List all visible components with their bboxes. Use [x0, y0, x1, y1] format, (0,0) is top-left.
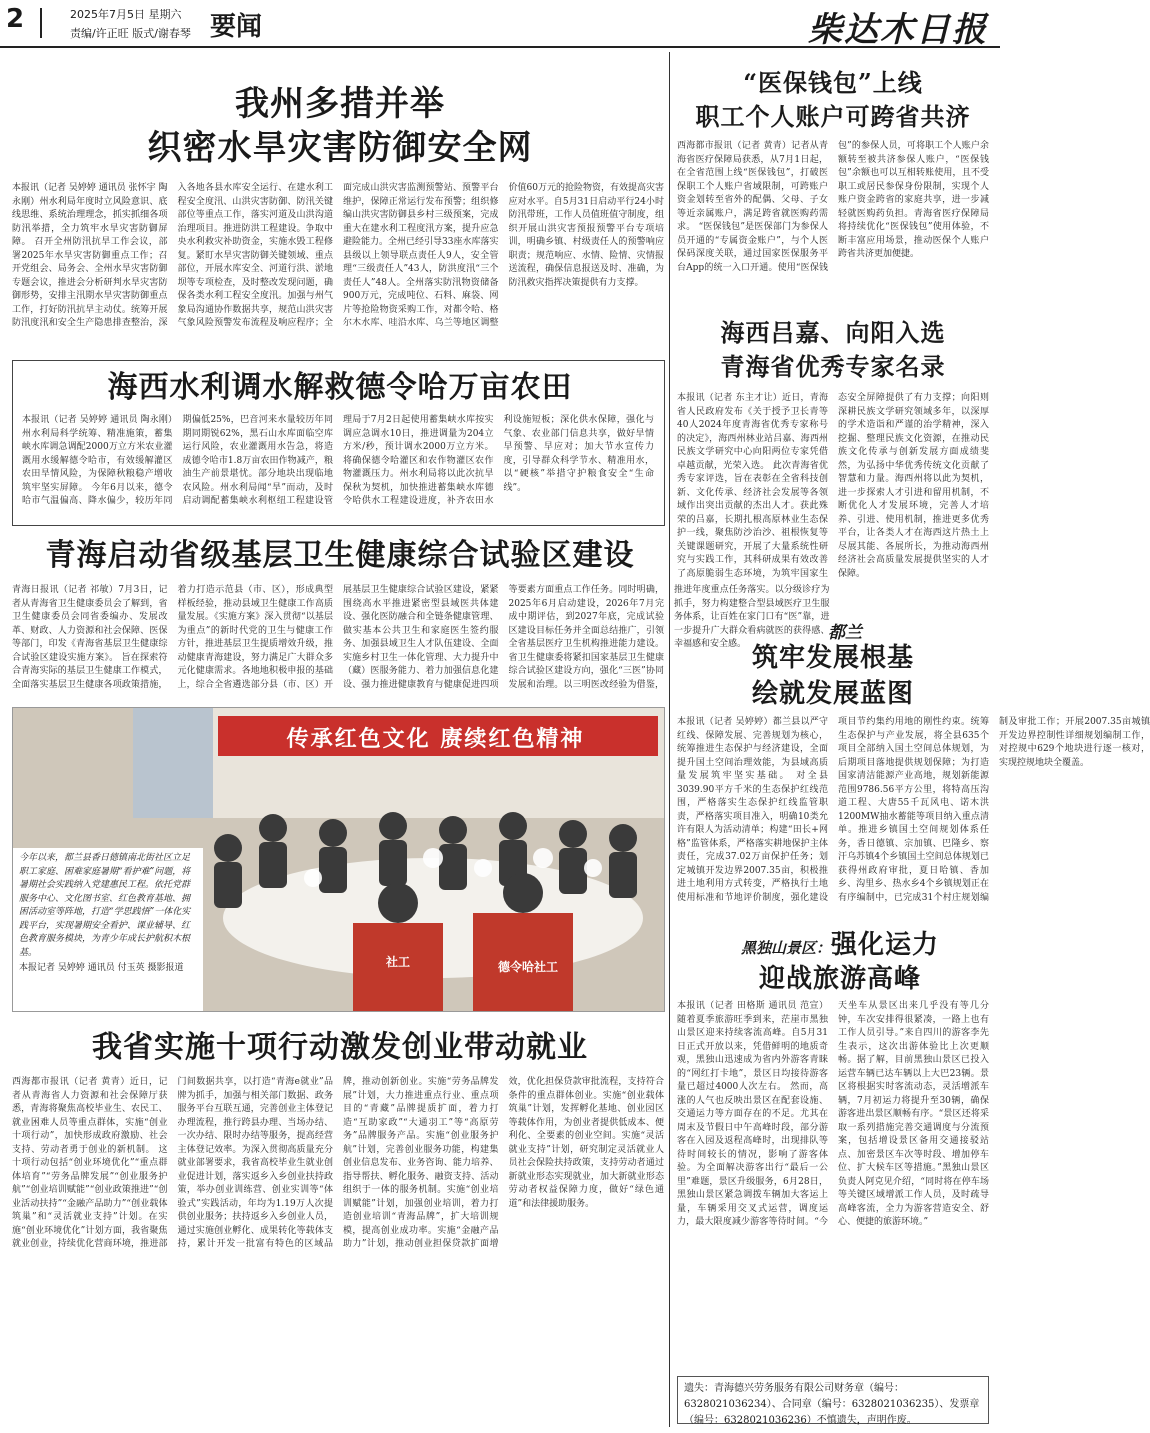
- page-number: 2: [6, 4, 25, 34]
- right3-tag: 都兰: [828, 623, 862, 643]
- right2-body: [677, 392, 989, 606]
- article4-title: 我省实施十项行动激发创业带动就业: [92, 1030, 588, 1065]
- right3-body: [677, 716, 1150, 916]
- right1-title-line2: 职工个人账户可跨省共济: [695, 102, 971, 131]
- issue-date: 2025年7月5日 星期六: [70, 8, 182, 21]
- news-photo: [12, 707, 665, 1012]
- article4-byline: 西海都市报讯（记者 黄青）近日，记者从青海省人力资源和社会保障厅获悉，青海将聚焦高校毕业生、农民工、就业困难人员等重点群体，实施“创业十项行动”，加快形成政府激励、社会支持、劳动者勇于创业的新机制。: [12, 1077, 168, 1155]
- right1-title-line1: “医保钱包”上线: [743, 68, 923, 97]
- article2-byline: 本报讯（记者 吴婷婷 通讯员 陶永刚）州水利局科学统筹、精准施策，蓄集峡水库调急调配2000万立方米农业灌溉用水缓解德令哈市，有效缓解灌区农田旱情风险，为保障秋粮稳产增收筑牢坚实屏障。: [22, 415, 173, 493]
- article1-title: [20, 82, 660, 170]
- right4-text: 然而，高涨的人气也反映出景区在配套设施、交通运力等方面存在的不足。尤其在周末及节假日中午高峰时段，部分游客在入园及返程高峰时，出现排队等待时间较长的情况，影响了游客体验。为全面解决游客出行“最后一公里”难题，景区升级服务，6月28日，黑独山景区紧急调拨车辆加大客运上量，车辆采用交叉式运营，调度运力，最大限度减少游客等待时间。“今天坐车从景区出来几乎没有等几分钟，车次安排得很紧凑，一路上也有工作人员引导。”来自四川的游客李先生表示，这次出游体验比上次更顺畅。据了解，目前黑独山景区已投入运营车辆已达车辆以上大巴23辆。景区将根据实时客流动态，灵活增派车辆，7月初运力将提升至30辆，确保游客进出景区顺畅有序。“景区还将采取一系列措施完善交通调度与分流预案，包括增设景区备用交通接驳站点、加密景区车次等时段、增加停车位、扩大候车区等措施。”黑独山景区负责人阿克见介绍，“同时将在停车场等关键区域增派工作人员，及时疏导高峰客流，全力为游客营造安全、舒心、便捷的旅游环境。”: [677, 1001, 989, 1227]
- right2-title: [676, 316, 990, 384]
- right4-title-line2: 迎战旅游高峰: [758, 964, 921, 994]
- lost-notice: [677, 1376, 989, 1424]
- article1-title-line2: 织密水旱灾害防御安全网: [147, 128, 533, 168]
- right2-text: 此次青海省优秀专家评选，旨在表彰在全省科技创新、文化传承、经济社会发展等各领域作出突出贡献的杰出人才。获此殊荣的吕嘉，长期扎根高原林业生态保护一线，聚焦防沙治沙、祖根恢复等关键课题研究，开展了大量系统性研究与实践工作，其科研成果有效改善了高原脆弱生态环境，为筑牢国家生态安全屏障提供了有力支撑；向阳则深耕民族文学研究领域多年，以深厚的学术造诣和严谨的治学精神，深入挖掘、整理民族文化资源，在推动民族文化传承与创新发展方面成绩斐然，为弘扬中华优秀传统文化贡献了智慧和力量。海西州将以此为契机，进一步探索人才引进和留用机制，不断优化人才发展环境，完善人才培养、引进、使用机制，推进更多优秀平台，让各类人才在海西这片热土上尽展其能、各展所长，为推动海西州经济社会高质量发展提供坚实的人才保障。: [677, 393, 989, 579]
- vest-badge-1: 社工: [385, 955, 410, 969]
- article4-text: 这十项行动包括“创业环境优化”“重点群体培育”“劳务品牌发展”“创业服务护航”“创业培训赋能”“创业政策推进”“创业活动扶持”“金融产品助力”“创业载体筑巢”和“灵活就业支持”计划。在实施“创业环境优化”计划方面，我省聚焦就业创业，持续优化营商环境，推进部门间数据共享，以打造“青海e就业”品牌为抓手，加强与相关部门数据、政务服务平台互联互通，完善创业主体登记办理流程，推行跨县办理、当场办结、一次办结、限时办结等服务，提高经营主体登记效率。为深入贯彻高质量充分就业部署要求，我省高校毕业生就业创业促进计划，落实返乡入乡创业扶持政策，举办创业训练营、创业实训等“体验式”实践活动，年均为1.19万人次提供创业服务；扶持返乡入乡创业人员，通过实施创业孵化、成果转化等载体支持，累计开发一批富有特色的区域品牌，推动创新创业。实施“劳务品牌发展”计划，大力推进重点行业、重点项目的“青藏”品牌提质扩面，着力打造“互助家政”“大通羽工”等“高原劳务”品牌服务产品。实施“创业服务护航”计划，完善创业服务功能，构建集创业信息发布、业务咨询、能力培养、指导帮扶、孵化服务、融资支持、活动组织于一体的服务机制。实施“创业培训赋能”计划，加强创业培训，着力打造创业培训“青海品牌”，扩大培训规模，提高创业成功率。实施“金融产品助力”计划，推动创业担保贷款扩面增效，优化担保贷款审批流程，支持符合条件的重点群体创业。实施“创业载体筑巢”计划，发挥孵化基地、创业园区等载体作用，为创业者提供低成本、便利化、全要素的创业空间。实施“灵活就业支持”计划，研究制定灵活就业人员社会保险扶持政策，支持劳动者通过新就业形态实现就业，加大新就业形态劳动者权益保障力度，做好“绿色通道”和法律援助服务。: [12, 1077, 664, 1249]
- article2-body: [22, 414, 654, 518]
- right3-text: 对全县3039.90平方千米的生态保护红线范围，严格落实生态保护红线监管职责，严格落实项目准入，明确10类允许有限人为活动清单；构建“田长+网格”监管体系，严格落实耕地保护主体责任，完成37.02万亩保护任务；划定城镇开发边界2007.35亩，积极推进土地利用方式转变，严格执行土地使用标准和节地评价制度，强化建设项目节约集约用地的刚性约束。统筹生态保护与产业发展，将全县635个项目全部纳入国土空间总体规划，为后期项目落地提供规划保障；为打造国家清洁能源产业高地，规划新能源范围9786.56平方公里，将特高压沟道工程、大唐55千瓦风电、诺木洪1200MW抽水蓄能等项目纳入重点清单。推进乡镇国土空间规划体系任务，香日德镇、宗加镇、巴隆乡、察汗乌苏镇4个乡镇国土空间总体规划已获得州政府审批，夏日哈镇、香加乡、沟里乡、热水乡4个乡镇规划正在有序编制中，已完成31个村庄规划编制及审批工作；开展2007.35亩城镇开发边界控制性详细规划编制工作，对控规中629个地块进行逐一核对，实现控规地块全覆盖。: [677, 717, 1150, 903]
- right4-byline: 本报讯（记者 田格斯 通讯员 范宣）随着夏季旅游旺季到来，茫崖市黑独山景区迎来持续客流高峰。自5月31日正式开放以来，凭借鲜明的地质奇观，黑独山迅速成为省内外游客青睐的“网红打卡地”，景区日均接待游客量已超过4000人次左右。: [677, 1001, 828, 1092]
- right4-body: [677, 1000, 989, 1366]
- article3-text: 旨在探索符合青海实际的基层卫生健康工作模式，全面落实基层卫生健康各项政策措施，着力打造示范县（市、区），形成典型样板经验，推动县域卫生健康工作高质量发展。《实施方案》深入贯彻“以基层为重点”的新时代党的卫生与健康工作方针，推进基层卫生提质增效升级，推动健康青海建设，努力满足广大群众多元化健康需求。各地地积极申报的基础上，综合全省遴选部分县（市、区）开展基层卫生健康综合试验区建设，紧紧围绕高水平推进紧密型县域医共体建设、强化医防融合和全链条健康管理、做实基本公共卫生和家庭医生签约服务、加强县域卫生人才队伍建设、全面实施乡村卫生一体化管理、大力提升中（藏）医服务能力、着力加强信息化建设、强力推进健康教育与健康促进四项等要素方面重点工作任务。同时明确，2025年6月启动建设，2026年7月完成中期评估，到2027年底，完成试验区建设目标任务并全面总结推广，引领全省基层医疗卫生机构推进能力建设。省卫生健康委将紧扣国家基层卫生健康综合试验区建设方向，强化“三医”协同发展和治理。以三明医改经验为借鉴，推进年度重点任务落实。以分级诊疗为抓手，努力构建整合型县域医疗卫生服务体系，让百姓在家门口有“医”靠，进一步提升广大群众看病就医的获得感、幸福感和安全感。: [12, 585, 830, 690]
- right2-title-line1: 海西吕嘉、向阳入选: [720, 318, 946, 347]
- header-divider: [40, 8, 42, 38]
- article3-byline: 青海日报讯（记者 祁敏）7月3日，记者从青海省卫生健康委员会了解到，省卫生健康委员会同省委编办、发展改革、财政、人力资源和社会保障、医保等部门，印发《青海省基层卫生健康综合试验区建设实施方案》。: [12, 585, 168, 663]
- right3-byline: 本报讯（记者 吴婷婷）都兰县以严守红线、保障发展、完善规划为核心，统筹推进生态保护与经济建设，全面提升国土空间治理效能，为县域高质量发展筑牢坚实基础。: [677, 717, 828, 781]
- right3-title-line2: 绘就发展蓝图: [751, 679, 914, 709]
- right4-title-line1: 强化运力: [831, 930, 940, 960]
- right2-title-line2: 青海省优秀专家名录: [720, 352, 946, 381]
- article1-text: 召开全州防汛抗旱工作会议，部署2025年水旱灾害防御重点工作；召开党组会、局务会、全州水旱灾害防御专题会议，推进会分析研判水旱灾害防御形势，安排主汛期水旱灾害防御重点工作，打好防汛抗旱主动仗。统筹开展防汛度汛和安全生产隐患排查整治，深入各地各县水库安全运行、在建水利工程安全度汛、山洪灾害防御、防汛关键部位等重点工作，落实河道及山洪沟道治理项目。推进防洪工程建设。争取中央水利救灾补助资金，实施水毁工程修复。紧盯水旱灾害防御关键领域、重点部位，开展水库安全、河道行洪、淤地坝等专项检查，及时整改发现问题，确保各类水利工程安全度汛。加强与州气象局沟通协作数据共享，规范山洪灾害气象风险预警发布流程及响应程序；全面完成山洪灾害监测预警站、预警平台维护，保障正常运行发布预警；组织修编山洪灾害防御县乡村三级预案，完成重大在建水利工程度汛方案，提升应急避险能力。全州已经引导33座水库落实县级以上领导联点责任人9人，安全管理“三级责任人”43人，防洪度汛“三个责任人”48人。全州落实防汛物资储备900万元，完成吨位、石料、麻袋、网片等抢险物资采购工作，对都令哈、格尔木水库、哇沿水库、乌兰等地区调整价值60万元的抢险物资，有效提高灾害应对水平。自5月31日启动平行24小时防汛带班，工作人员值班值守制度，组织开展山洪灾害预报预警平台专项培训，明确乡镇、村级责任人的预警响应职责；规范响应、水情、险情、灾情报送流程，确保信息报送及时、准确，为防汛救灾指挥决策提供有力支撑。: [12, 183, 664, 328]
- right1-byline: 西海都市报讯（记者 黄青）记者从青海省医疗保障局获悉，从7月1日起，在全省范围上线“医保钱包”，打破医保职工个人账户省域限制，可跨账户资金划转至省外的配偶、父母、子女等近亲属账户，满足跨省就医购药需求。: [677, 141, 828, 232]
- right1-text: “医保钱包”是医保部门为参保人员开通的“专属资金账户”，与个人医保码深度关联，通过国家医保服务平台App的统一入口开通。使用“医保钱包”的参保人员，可将职工个人账户余额转至被共济参保人账户，“医保钱包”余额也可以互相转账使用，且不受职工或居民参保身份限制，实现个人账户资金跨省的家庭共享，进一步减轻就医购药负担。青海省医疗保障局将持续优化“医保钱包”使用体验，不断丰富应用场景，推动医保个人账户跨省共济更加便捷。: [677, 141, 989, 273]
- lost-notice-text: 遗失：青海德兴劳务服务有限公司财务章（编号：6328021036234）、合同章（编号：6328021036235）、发票章（编号：6328021036236）不慎遗失，声明作废。: [684, 1383, 980, 1426]
- right1-body: [677, 140, 989, 302]
- photo-window: [133, 708, 213, 818]
- article3-body: [12, 584, 830, 702]
- editors-credit: 责编/许正旺 版式/谢春琴: [70, 27, 191, 40]
- banner-text: 传承红色文化 赓续红色精神: [286, 726, 585, 752]
- photo-caption: 今年以来，都兰县香日德镇南北街社区立足职工家庭、困难家庭暑期“看护难”问题，将暑期社会实践纳入党建惠民工程。依托党群服务中心、文化图书室、红色教育基地、拥困活动室等阵地，打造“学思践悟”一体化实践平台，实现暑期安全看护、课业辅导、红色教育服务模块，为青少年成长护航积木根基。: [19, 853, 191, 958]
- article3-title: 青海启动省级基层卫生健康综合试验区建设: [45, 538, 635, 573]
- photo-credit: 本报记者 吴婷婷 通讯员 付玉英 摄影报道: [19, 963, 184, 973]
- right3-title: [676, 640, 990, 712]
- article2-text: 今年6月以来，德令哈市气温偏高、降水偏少，较历年同期偏低25%，巴音河来水量较历年同期同期锐62%，黑石山水库面临空库运行风险，农业灌溉用水告急，将造成德令哈市1.8万亩农田作物减产，粮油生产前景堪忧。部分地块出现临地农风险。州水利局闻“旱”而动，及时启动调配蓄集峡水利枢纽工程建设管理局于7月2日起使用蓄集峡水库按实调应急调水10日，推进调量为204立方米/秒，预计调水2000万立方米。将确保德令哈灌区和农作物灌区农作物灌溉压力。州水利局将以此次抗旱保秋为契机，加快推进蓄集峡水库德令哈供水工程建设进度，补齐农田水利设施短板；深化供水保障，强化与气象、农业部门信息共享，做好旱情早预警、早应对；加大节水宣传力度，引导群众科学节水、精准用水，以“硬核”举措守护粮食安全“生命线”。: [22, 415, 654, 506]
- article4-body: [12, 1076, 664, 1426]
- right4-title: [690, 924, 990, 997]
- right1-title: [676, 66, 990, 134]
- newspaper-name: 柴达木日报: [808, 10, 988, 50]
- article1-title-line1: 我州多措并举: [235, 84, 445, 124]
- column-divider: [669, 52, 670, 1427]
- photo-caption-box: [13, 848, 203, 1011]
- right4-tag: 黑独山景区：: [740, 939, 831, 957]
- right3-title-line1: 筑牢发展根基: [751, 643, 914, 673]
- article1-body: [12, 182, 664, 358]
- vest-badge-2: 德令哈社工: [497, 960, 558, 974]
- section-title: 要闻: [210, 12, 263, 42]
- article2-title: 海西水利调水解救德令哈万亩农田: [107, 370, 573, 405]
- right2-byline: 本报讯（记者 东主才让）近日，青海省人民政府发布《关于授予卫长青等40人2024年度青海省优秀专家称号的决定》，海西州林业站吕嘉、海西州民族文学研究中心向阳两位专家凭借卓越贡献，光荣入选。: [677, 393, 828, 471]
- article1-byline: 本报讯（记者 吴婷婷 通讯员 张怀宇 陶永刚）州水利局年度时立风险意识、底线思维、系统治理理念，抓实抓细各项防汛举措，全力筑牢水旱灾害防御屏障。: [12, 183, 168, 247]
